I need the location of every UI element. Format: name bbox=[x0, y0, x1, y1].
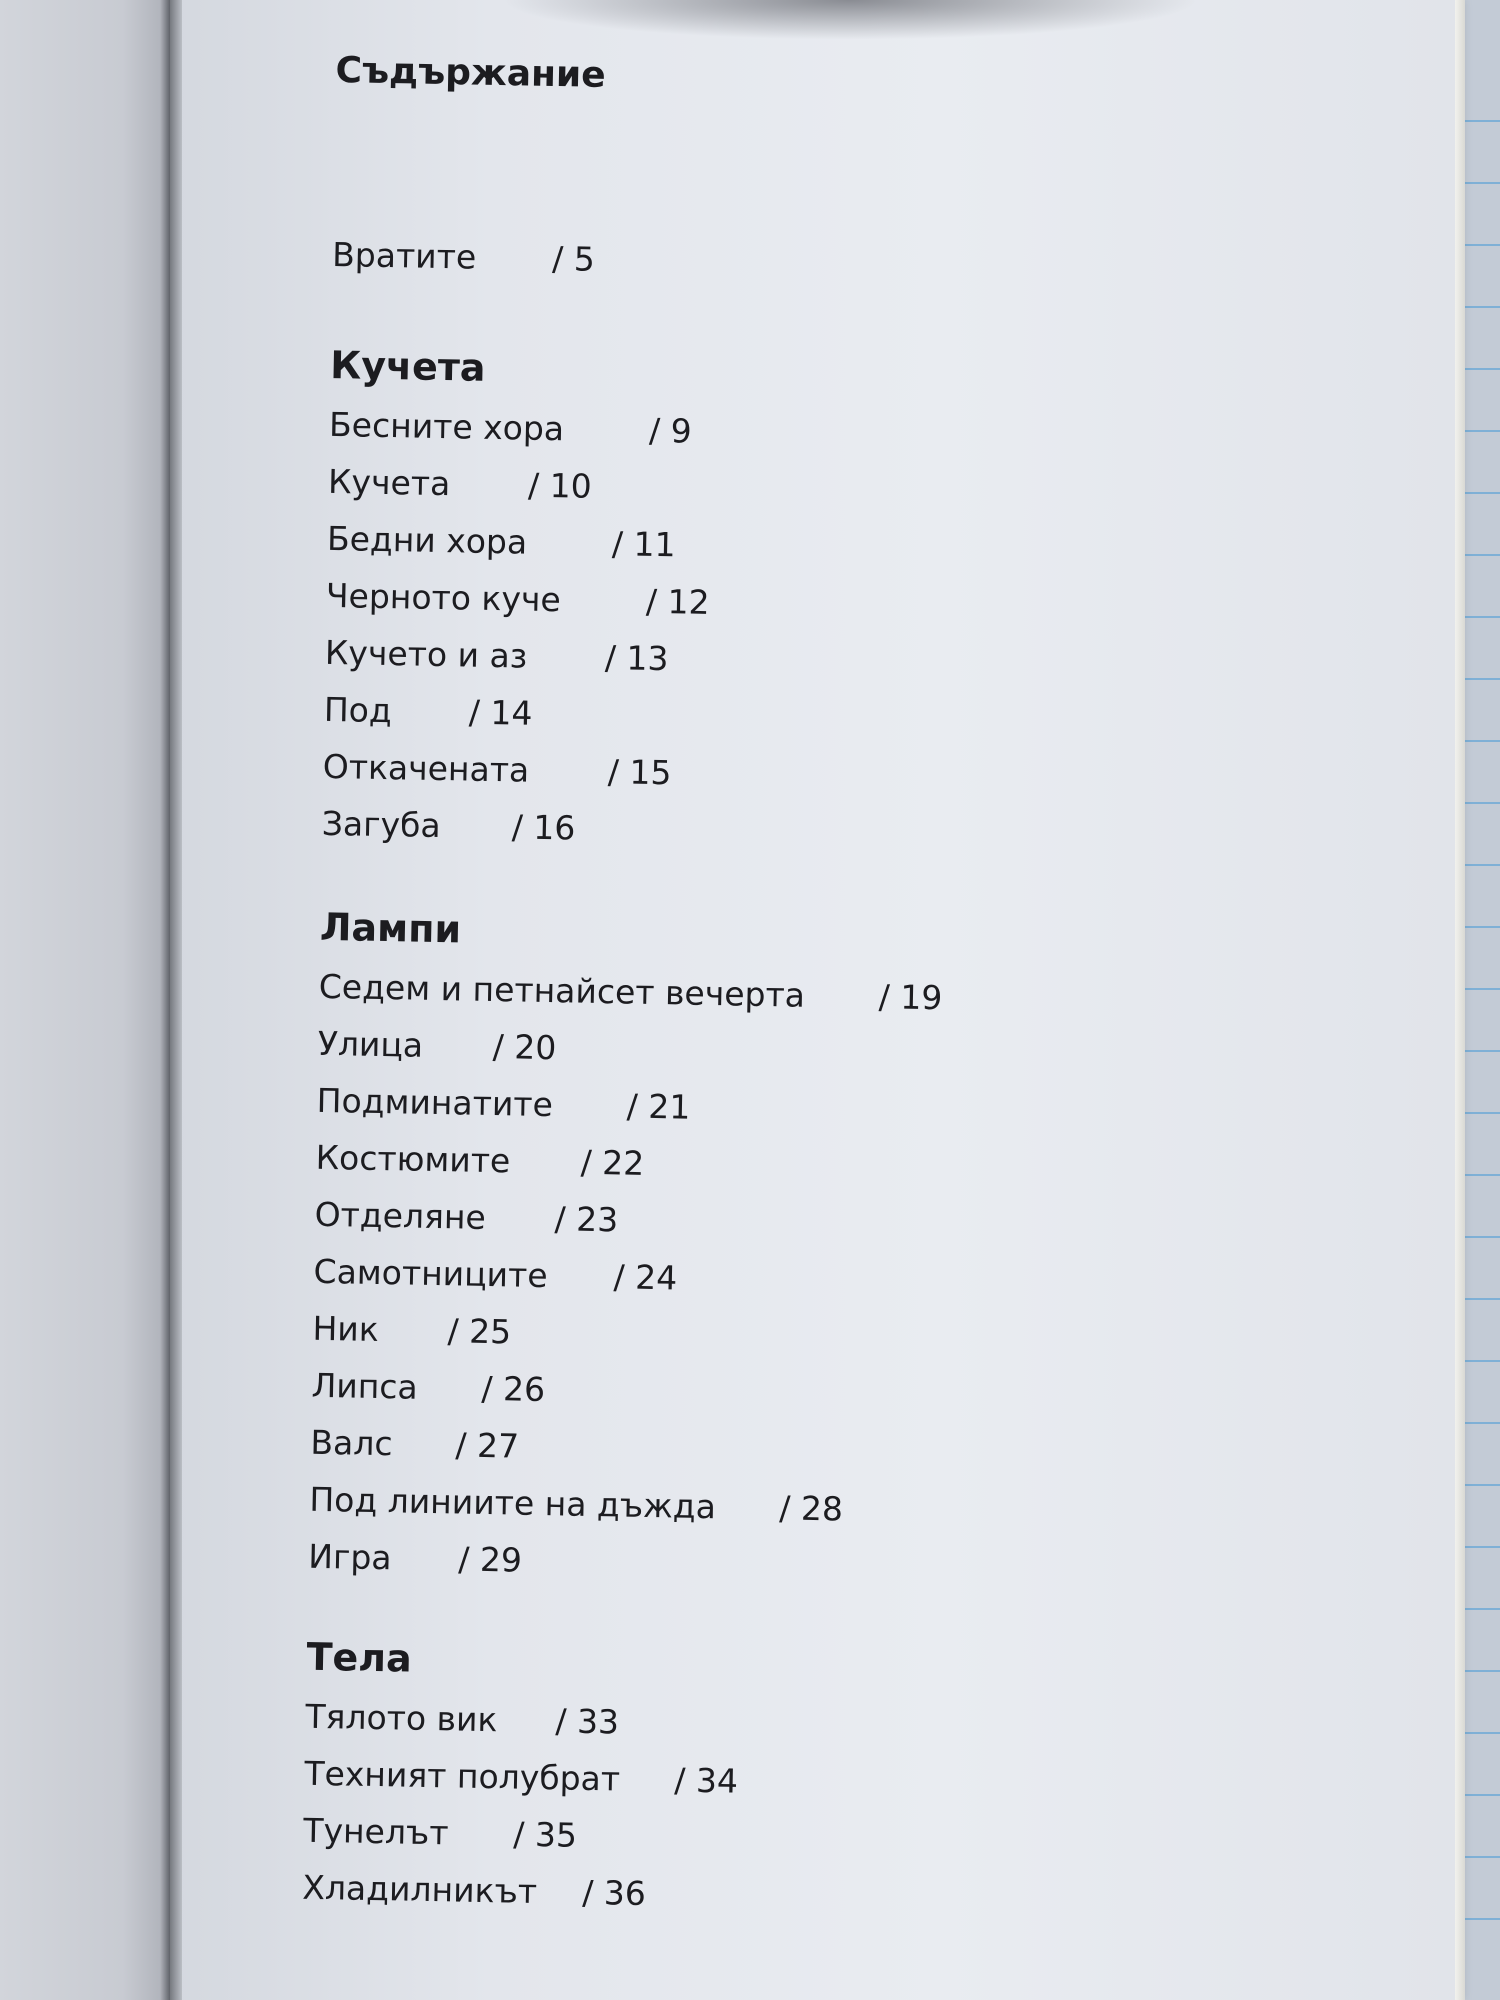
toc-entry bbox=[308, 1536, 523, 1580]
entry-page: / 19 bbox=[878, 977, 943, 1018]
entry-title: Хладилникът bbox=[301, 1867, 538, 1911]
toc-entry bbox=[325, 575, 710, 622]
entry-page: / 27 bbox=[455, 1425, 520, 1466]
entry-page: / 36 bbox=[581, 1872, 647, 1913]
toc-entry bbox=[312, 1308, 512, 1352]
toc-entry bbox=[324, 632, 669, 679]
entry-page: / 29 bbox=[458, 1539, 523, 1580]
entry-page: / 34 bbox=[673, 1760, 739, 1801]
page-edge bbox=[1455, 0, 1465, 2000]
entry-title: Улица bbox=[317, 1023, 424, 1065]
section-heading: Тела bbox=[306, 1634, 413, 1681]
entry-title: Ник bbox=[312, 1308, 380, 1349]
entry-title: Под bbox=[323, 689, 393, 731]
entry-page: / 9 bbox=[648, 410, 693, 451]
toc-entry bbox=[310, 1422, 520, 1466]
entry-title: Бедни хора bbox=[326, 518, 528, 562]
entry-page: / 25 bbox=[447, 1311, 512, 1352]
entry-page: / 22 bbox=[580, 1142, 645, 1183]
book-gutter bbox=[160, 0, 182, 2000]
entry-page: / 23 bbox=[554, 1199, 619, 1240]
toc-entry bbox=[313, 1251, 678, 1298]
toc-entry bbox=[305, 1696, 620, 1742]
entry-title: Черното куче bbox=[325, 575, 562, 620]
entry-title: Кучето и аз bbox=[324, 632, 528, 676]
entry-page: / 16 bbox=[511, 807, 576, 848]
toc-entry bbox=[314, 1194, 619, 1240]
entry-page: / 5 bbox=[551, 239, 596, 279]
toc-entry bbox=[321, 803, 576, 848]
entry-page: / 10 bbox=[527, 465, 593, 506]
toc-entry bbox=[304, 1753, 739, 1801]
entry-title: Самотниците bbox=[313, 1251, 548, 1296]
toc-entry bbox=[311, 1365, 546, 1410]
entry-page: / 14 bbox=[468, 692, 533, 733]
entry-title: Откачената bbox=[322, 746, 530, 790]
toc-title: Съдържание bbox=[335, 50, 606, 96]
entry-title: Подминатите bbox=[316, 1080, 554, 1125]
toc-entry bbox=[327, 461, 593, 506]
toc-entry bbox=[309, 1479, 844, 1529]
toc-entry bbox=[331, 234, 596, 279]
entry-title: Загуба bbox=[321, 803, 441, 846]
entry-title: Бесните хора bbox=[328, 404, 565, 449]
entry-page: / 20 bbox=[492, 1027, 557, 1068]
left-page bbox=[0, 0, 175, 2000]
entry-page: / 28 bbox=[779, 1488, 844, 1529]
entry-title: Игра bbox=[308, 1536, 392, 1578]
entry-page: / 35 bbox=[512, 1814, 578, 1855]
toc-entry bbox=[323, 689, 533, 733]
entry-title: Тялото вик bbox=[305, 1696, 498, 1740]
entry-page: / 24 bbox=[613, 1257, 678, 1298]
entry-title: Тунелът bbox=[303, 1810, 449, 1853]
toc-entry bbox=[322, 746, 672, 793]
entry-title: Под линиите на дъжда bbox=[309, 1479, 717, 1527]
entry-title: Костюмите bbox=[315, 1137, 511, 1181]
entry-title: Седем и петнайсет вечерта bbox=[318, 966, 806, 1015]
entry-page: / 12 bbox=[645, 581, 710, 622]
section-heading: Лампи bbox=[319, 904, 462, 952]
entry-title: Кучета bbox=[327, 461, 451, 504]
toc-entry bbox=[301, 1867, 647, 1913]
entry-title: Техният полубрат bbox=[304, 1753, 621, 1799]
entry-title: Отделяне bbox=[314, 1194, 487, 1237]
toc-entry bbox=[328, 404, 693, 451]
toc-entry bbox=[326, 518, 676, 565]
entry-page: / 11 bbox=[611, 524, 676, 565]
toc-entry bbox=[303, 1810, 578, 1855]
toc-entry bbox=[315, 1137, 645, 1183]
toc-entry bbox=[317, 1023, 557, 1068]
entry-page: / 13 bbox=[604, 638, 669, 679]
entry-page: / 21 bbox=[626, 1086, 691, 1127]
entry-page: / 15 bbox=[607, 752, 672, 793]
entry-title: Липса bbox=[311, 1365, 419, 1407]
toc-entry bbox=[316, 1080, 691, 1127]
entry-title: Вратите bbox=[331, 234, 477, 277]
entry-title: Валс bbox=[310, 1422, 393, 1464]
section-heading: Кучета bbox=[329, 342, 486, 390]
entry-page: / 26 bbox=[481, 1368, 546, 1410]
entry-page: / 33 bbox=[555, 1701, 620, 1742]
